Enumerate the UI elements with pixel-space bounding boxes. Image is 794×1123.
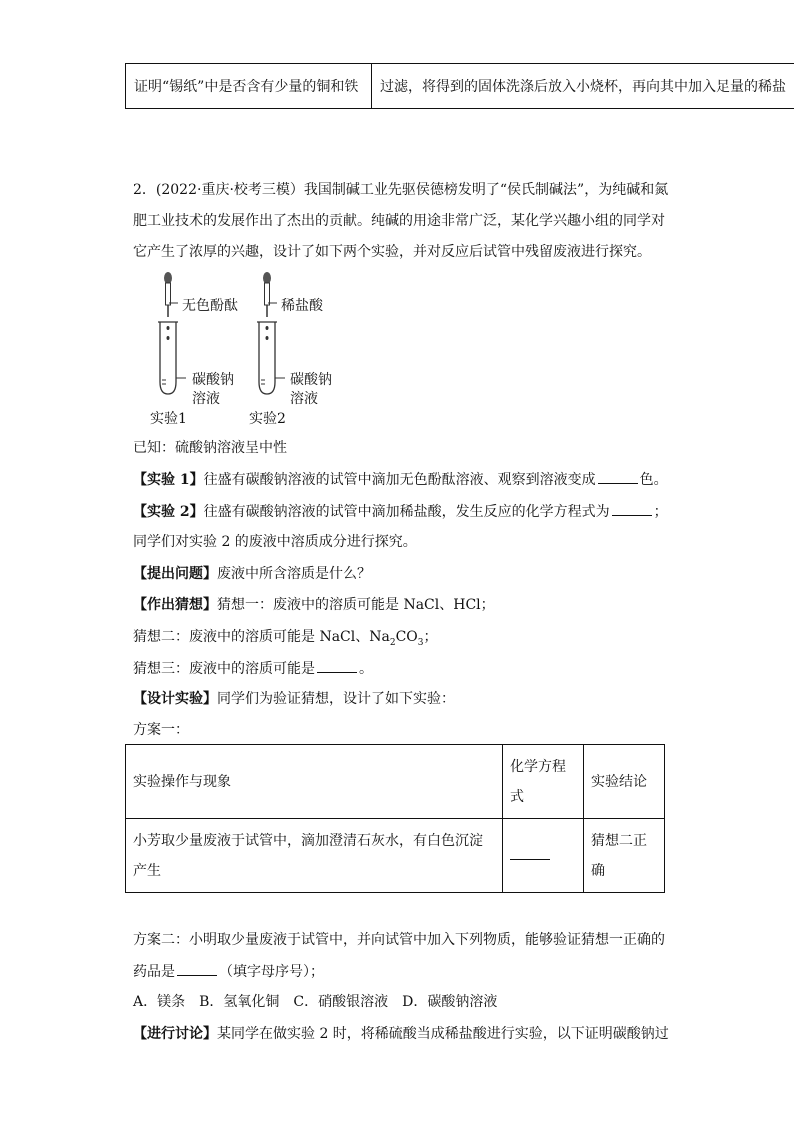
plan2-answer-blank[interactable]	[177, 961, 217, 976]
plan2-line-2	[133, 961, 324, 982]
guess-2-subscript-1: 2	[389, 637, 396, 648]
exp2-reagent-label: 稀盐酸	[281, 298, 323, 314]
plan-table-header-conclusion: 实验结论	[584, 745, 665, 819]
exp2-answer-blank[interactable]	[612, 501, 652, 516]
question-line-3: 它产生了浓厚的兴趣，设计了如下两个实验，并对反应后试管中残留废液进行探究。	[133, 244, 651, 260]
plan2-options: A．镁条 B．氢氧化铜 C．硝酸银溶液 D．碳酸钠溶液	[133, 994, 498, 1010]
question-tag: 【提出问题】	[133, 566, 217, 582]
exp1-solution-label-1: 碳酸钠	[192, 372, 234, 388]
exp2-caption: 实验2	[249, 411, 286, 427]
plan-table-equation-cell	[503, 819, 584, 893]
exp2-tag: 【实验 2】	[133, 504, 204, 520]
discussion-text: 某同学在做实验 2 时，将稀硫酸当成稀盐酸进行实验，以下证明碳酸钠过	[217, 1026, 669, 1042]
test-tube-2-icon	[257, 322, 285, 394]
plan-table-equation-blank[interactable]	[510, 859, 550, 860]
plan-table-operation-cell: 小芳取少量废液于试管中，滴加澄清石灰水，有白色沉淀产生	[126, 819, 503, 893]
known-line: 已知：硫酸钠溶液呈中性	[133, 440, 287, 456]
exp2-solution-label-2: 溶液	[290, 391, 318, 407]
guess-line-2	[133, 627, 438, 653]
plan2-line-1: 方案二：小明取少量废液于试管中，并向试管中加入下列物质，能够验证猜想一正确的	[133, 932, 665, 948]
plan-table	[125, 744, 665, 893]
exp2-line	[133, 501, 668, 522]
exp2-text: 往盛有碳酸钠溶液的试管中滴加稀盐酸，发生反应的化学方程式为	[203, 504, 610, 520]
experiment-figure	[140, 270, 370, 430]
guess-1-text: 猜想一：废液中的溶质可能是 NaCl、HCl；	[217, 597, 495, 613]
guess-2-subscript-2: 3	[417, 637, 424, 648]
guess-2-text-b: CO	[395, 629, 418, 645]
question-line-2: 肥工业技术的发展作出了杰出的贡献。纯碱的用途非常广泛，某化学兴趣小组的同学对	[133, 213, 665, 229]
exp2-text-end: ；	[653, 504, 668, 520]
top-table	[125, 63, 794, 109]
dropper-2-icon	[263, 272, 277, 317]
question-line-1: 2．(2022·重庆·校考三模）我国制碱工业先驱侯德榜发明了“侯氏制碱法”，为纯碱和氮	[133, 182, 669, 198]
design-tag: 【设计实验】	[133, 691, 217, 707]
guess-2-text-c: ；	[423, 629, 438, 645]
discussion-tag: 【进行讨论】	[133, 1026, 217, 1042]
guess-2-text: 猜想二：废液中的溶质可能是 NaCl、Na	[133, 629, 390, 645]
guess-3-text: 猜想三：废液中的溶质可能是	[133, 661, 315, 677]
plan2-line-2-text: 药品是	[133, 964, 175, 980]
plan-table-conclusion-cell: 猜想二正确	[584, 819, 665, 893]
design-line	[133, 689, 455, 709]
plan-table-header-operation: 实验操作与现象	[126, 745, 503, 819]
test-tube-1-icon	[158, 322, 186, 394]
guess-tag: 【作出猜想】	[133, 597, 217, 613]
guess-3-answer-blank[interactable]	[317, 658, 357, 673]
guess-line-3	[133, 658, 373, 679]
exp1-answer-blank[interactable]	[598, 469, 638, 484]
dropper-1-icon	[164, 272, 178, 317]
exp1-reagent-label: 无色酚酞	[182, 298, 238, 314]
design-text: 同学们为验证猜想，设计了如下实验：	[217, 691, 455, 707]
question-tag-text: 废液中所含溶质是什么？	[217, 566, 371, 582]
exp1-line	[133, 469, 668, 490]
exp1-text-end: 色。	[639, 472, 668, 488]
exp2-solution-label-1: 碳酸钠	[290, 372, 332, 388]
plan2-line-2-text-end: （填字母序号）；	[219, 964, 324, 980]
plan1-label: 方案一：	[133, 722, 189, 738]
exp1-caption: 实验1	[150, 411, 187, 427]
exp1-text: 往盛有碳酸钠溶液的试管中滴加无色酚酞溶液、观察到溶液变成	[203, 472, 596, 488]
exp1-tag: 【实验 1】	[133, 472, 204, 488]
top-table-right-cell: 过滤，将得到的固体洗涤后放入小烧杯，再向其中加入足量的稀盐	[372, 64, 794, 109]
exp2-continued-line: 同学们对实验 2 的废液中溶质成分进行探究。	[133, 534, 417, 550]
discussion-line	[133, 1024, 669, 1044]
question-tag-line	[133, 564, 371, 584]
exp1-solution-label-2: 溶液	[192, 391, 220, 407]
top-table-left-cell: 证明“锡纸”中是否含有少量的铜和铁	[126, 64, 372, 109]
guess-3-text-end: 。	[359, 661, 373, 677]
guess-line-1	[133, 595, 495, 615]
plan-table-header-equation: 化学方程式	[503, 745, 584, 819]
